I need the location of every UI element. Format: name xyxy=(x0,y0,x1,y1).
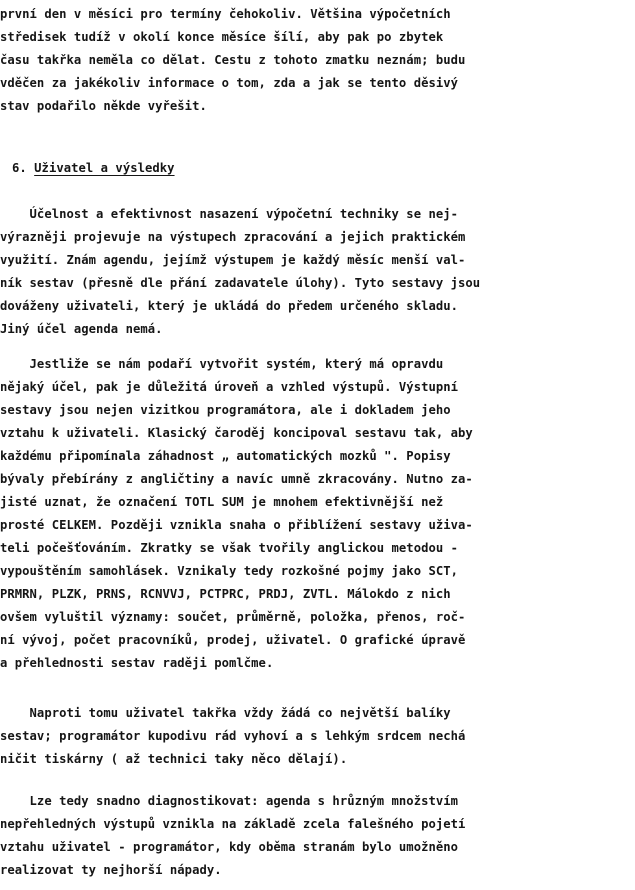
text-line: Lze tedy snadno diagnostikovat: agenda s hrůzným množstvím xyxy=(0,794,459,808)
text-line: Naproti tomu uživatel takřka vždy žádá co největší balíky xyxy=(0,706,451,720)
text-line: PRMRN, PLZK, PRNS, RCNVVJ, PCTPRC, PRDJ, ZVTL. Málokdo z nich xyxy=(0,587,451,601)
text-line: ovšem vyluštil významy: součet, průměrně, položka, přenos, roč- xyxy=(0,610,466,624)
text-line: času takřka neměla co dělat. Cestu z tohoto zmatku neznám; budu xyxy=(0,53,466,67)
section-number: 6. xyxy=(12,161,27,175)
text-line: ničit tiskárny ( až technici taky něco dělají). xyxy=(0,752,348,766)
text-line: sestav; programátor kupodivu rád vyhoví a s lehkým srdcem nechá xyxy=(0,729,466,743)
text-line: dováženy uživateli, který je ukládá do předem určeného skladu. xyxy=(0,299,459,313)
text-line: stav podařilo někde vyřešit. xyxy=(0,99,207,113)
text-line: Jiný účel agenda nemá. xyxy=(0,322,163,336)
text-line: nějaký účel, pak je důležitá úroveň a vzhled výstupů. Výstupní xyxy=(0,380,459,394)
text-line: ní vývoj, počet pracovníků, prodej, uživatel. O grafické úpravě xyxy=(0,633,466,647)
text-line: výrazněji projevuje na výstupech zpracování a jejich praktickém xyxy=(0,230,466,244)
text-line: vztahu k uživateli. Klasický čaroděj koncipoval sestavu tak, aby xyxy=(0,426,473,440)
text-line: nepřehledných výstupů vznikla na základě zcela falešného pojetí xyxy=(0,817,466,831)
text-line: realizovat ty nejhorší nápady. xyxy=(0,863,222,877)
text-line: každému připomínala záhadnost „ automatických mozků ". Popisy xyxy=(0,449,451,463)
text-line: jisté uznat, že označení TOTL SUM je mnohem efektivnější než xyxy=(0,495,444,509)
section-heading xyxy=(12,157,175,180)
text-line: vztahu uživatel - programátor, kdy oběma stranám bylo umožněno xyxy=(0,840,459,854)
text-line: Jestliže se nám podaří vytvořit systém, který má opravdu xyxy=(0,357,444,371)
text-line: bývaly přebírány z angličtiny a navíc umně zkracovány. Nutno za- xyxy=(0,472,473,486)
text-line: prosté CELKEM. Později vznikla snaha o přiblížení sestavy uživa- xyxy=(0,518,473,532)
text-line: vděčen za jakékoliv informace o tom, zda a jak se tento děsivý xyxy=(0,76,459,90)
text-line: využití. Znám agendu, jejímž výstupem je každý měsíc menší val- xyxy=(0,253,466,267)
text-line: sestavy jsou nejen vizitkou programátora, ale i dokladem jeho xyxy=(0,403,451,417)
text-line: vypouštěním samohlásek. Vznikaly tedy rozkošné pojmy jako SCT, xyxy=(0,564,459,578)
section-title: Uživatel a výsledky xyxy=(34,161,175,175)
text-line: středisek tudíž v okolí konce měsíce šílí, aby pak po zbytek xyxy=(0,30,444,44)
text-line: teli počešťováním. Zkratky se však tvořily anglickou metodou - xyxy=(0,541,459,555)
text-line: první den v měsíci pro termíny čehokoliv. Většina výpočetních xyxy=(0,7,451,21)
text-line: ník sestav (přesně dle přání zadavatele úlohy). Tyto sestavy jsou xyxy=(0,276,481,290)
text-line: Účelnost a efektivnost nasazení výpočetní techniky se nej- xyxy=(0,207,459,221)
text-line: a přehlednosti sestav raději pomlčme. xyxy=(0,656,274,670)
